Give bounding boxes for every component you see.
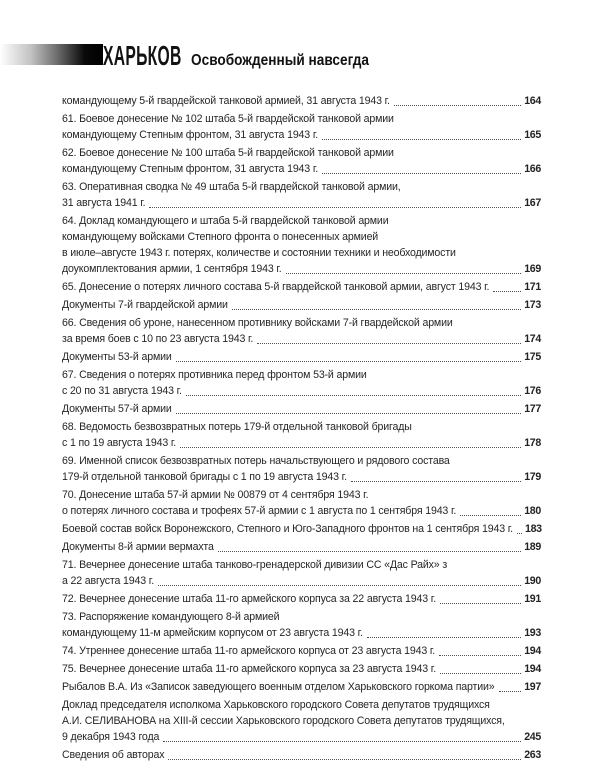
toc-line [62, 538, 541, 554]
toc-leader-dots [158, 585, 521, 586]
toc-entry [62, 348, 541, 364]
toc-page-number: 173 [524, 299, 541, 311]
toc-entry [62, 92, 541, 108]
toc-entry [62, 144, 541, 176]
toc-line [62, 696, 541, 712]
toc-line-text: 72. Вечернее донесение штаба 11-го армейского корпуса за 22 августа 1943 г. [62, 593, 437, 605]
toc-line [62, 590, 541, 606]
toc-line [62, 366, 541, 382]
toc-leader-dots [322, 139, 521, 140]
toc-line-text: командующему 11-м армейским корпусом от 23 августа 1943 г. [62, 627, 363, 639]
toc-line-text: за время боев с 10 по 23 августа 1943 г. [62, 333, 254, 345]
toc-leader-dots [163, 741, 521, 742]
toc-line [62, 572, 541, 588]
toc-leader-dots [351, 481, 521, 482]
toc-page-number: 263 [524, 749, 541, 761]
toc-line [62, 608, 541, 624]
toc-page-number: 166 [524, 163, 541, 175]
toc-line [62, 556, 541, 572]
toc-entry [62, 660, 541, 676]
toc-entry [62, 696, 541, 744]
toc-entry [62, 520, 541, 536]
toc-line [62, 228, 541, 244]
toc-line-text: Сведения об авторах [62, 749, 165, 761]
toc-leader-dots [439, 655, 521, 656]
toc-page-number: 194 [524, 663, 541, 675]
toc-line-text: 62. Боевое донесение № 100 штаба 5-й гвардейской танковой армии [62, 147, 394, 159]
book-subtitle: Освобожденный навсегда [191, 52, 369, 69]
toc-entry [62, 642, 541, 658]
toc-entry [62, 486, 541, 518]
toc-entry [62, 178, 541, 210]
toc-line [62, 244, 541, 260]
toc-entry [62, 608, 541, 640]
toc-leader-dots [493, 291, 521, 292]
toc-entry [62, 418, 541, 450]
toc-line-text: 70. Донесение штаба 57-й армии № 00879 от 4 сентября 1943 г. [62, 489, 369, 501]
toc-entry [62, 590, 541, 606]
toc-leader-dots [286, 273, 522, 274]
toc-leader-dots [176, 413, 522, 414]
toc-line-text: Документы 53-й армии [62, 351, 172, 363]
toc-line [62, 330, 541, 346]
toc-line-text: в июле–августе 1943 г. потерях, количестве и состоянии техники и необходимости [62, 247, 456, 259]
toc-line-text: 9 декабря 1943 года [62, 731, 160, 743]
toc-page-number: 171 [524, 281, 541, 293]
toc-leader-dots [218, 551, 521, 552]
toc-entry [62, 400, 541, 416]
toc-line-text: 75. Вечернее донесение штаба 11-го армейского корпуса за 23 августа 1943 г. [62, 663, 437, 675]
toc-line-text: Доклад председателя исполкома Харьковского городского Совета депутатов трудящихся [62, 699, 490, 711]
toc-page-number: 174 [524, 333, 541, 345]
toc-line [62, 160, 541, 176]
toc-line-text: 66. Сведения об уроне, нанесенном противнику войсками 7-й гвардейской армии [62, 317, 453, 329]
toc-line-text: 179-й отдельной танковой бригады с 1 по 19 августа 1943 г. [62, 471, 347, 483]
toc-page-number: 177 [524, 403, 541, 415]
toc-entry [62, 110, 541, 142]
toc-entry [62, 678, 541, 694]
toc-line-text: о потерях личного состава и трофеях 57-й армии с 1 августа по 1 сентября 1943 г. [62, 505, 457, 517]
toc-line-text: 73. Распоряжение командующего 8-й армией [62, 611, 280, 623]
toc-page-number: 169 [524, 263, 541, 275]
toc-leader-dots [232, 309, 521, 310]
toc-entry [62, 212, 541, 276]
toc-line-text: Документы 8-й армии вермахта [62, 541, 214, 553]
toc-page-number: 164 [524, 95, 541, 107]
toc-line-text: с 20 по 31 августа 1943 г. [62, 385, 182, 397]
toc-page-number: 176 [524, 385, 541, 397]
toc-leader-dots [180, 447, 521, 448]
toc-line [62, 660, 541, 676]
toc-page-number: 183 [524, 523, 542, 535]
toc-entry [62, 366, 541, 398]
toc-line-text: с 1 по 19 августа 1943 г. [62, 437, 177, 449]
toc-page-number: 193 [524, 627, 541, 639]
toc-line-text: 68. Ведомость безвозвратных потерь 179-й отдельной танковой бригады [62, 421, 412, 433]
toc-line-text: 74. Утреннее донесение штаба 11-го армейского корпуса от 23 августа 1943 г. [62, 645, 436, 657]
toc-line [62, 418, 541, 434]
toc-line [62, 178, 541, 194]
toc-page-number: 178 [524, 437, 541, 449]
toc-line [62, 678, 541, 694]
toc-leader-dots [186, 395, 521, 396]
toc-line-text: командующему 5-й гвардейской танковой армией, 31 августа 1943 г. [62, 95, 390, 107]
toc-line [62, 468, 541, 484]
toc-line-text: Боевой состав войск Воронежского, Степного и Юго-Западного фронтов на 1 сентября 1943 г. [62, 523, 513, 535]
toc-page-number: 180 [524, 505, 541, 517]
toc-entry [62, 278, 541, 294]
page-header [0, 42, 393, 70]
toc-line [62, 110, 541, 126]
toc-leader-dots [499, 691, 522, 692]
toc-line-text: командующему войсками Степного фронта о понесенных армией [62, 231, 379, 243]
toc-leader-dots [517, 533, 522, 534]
toc-page-number: 191 [524, 593, 541, 605]
toc-line [62, 382, 541, 398]
toc-line-text: 65. Донесение о потерях личного состава 5-й гвардейской танковой армии, август 1943 г. [62, 281, 490, 293]
toc-line [62, 314, 541, 330]
toc-line [62, 712, 541, 728]
toc-line [62, 746, 541, 762]
toc-page-number: 190 [524, 575, 541, 587]
toc-line-text: 61. Боевое донесение № 102 штаба 5-й гвардейской танковой армии [62, 113, 394, 125]
toc-line-text: 31 августа 1941 г. [62, 197, 146, 209]
toc-entry [62, 314, 541, 346]
book-title: ХАРЬКОВ [103, 40, 182, 71]
toc-line [62, 126, 541, 142]
toc-entry [62, 452, 541, 484]
toc-line [62, 452, 541, 468]
toc-leader-dots [367, 637, 521, 638]
toc-line [62, 194, 541, 210]
toc-line [62, 212, 541, 228]
toc-entry [62, 556, 541, 588]
toc-page-number: 165 [524, 129, 541, 141]
toc-line-text: а 22 августа 1943 г. [62, 575, 155, 587]
toc-line-text: 63. Оперативная сводка № 49 штаба 5-й гвардейской танковой армии, [62, 181, 401, 193]
toc-entry [62, 746, 541, 762]
toc-page-number: 167 [524, 197, 541, 209]
toc-line-text: 71. Вечернее донесение штаба танково-гренадерской дивизии СС «Дас Райх» з [62, 559, 448, 571]
toc-leader-dots [460, 515, 521, 516]
toc-page-number: 189 [524, 541, 541, 553]
toc-line [62, 728, 541, 744]
toc-list [62, 92, 541, 764]
toc-page-number: 245 [524, 731, 541, 743]
toc-line [62, 642, 541, 658]
toc-leader-dots [176, 361, 522, 362]
toc-line [62, 92, 541, 108]
toc-line-text: Рыбалов В.А. Из «Записок заведующего военным отделом Харьковского горкома партии» [62, 681, 495, 693]
toc-line-text: А.И. СЕЛИВАНОВА на XIII-й сессии Харьковского городского Совета депутатов трудящихся, [62, 715, 505, 727]
toc-page-number: 179 [524, 471, 541, 483]
toc-line-text: командующему Степным фронтом, 31 августа 1943 г. [62, 163, 319, 175]
toc-leader-dots [394, 105, 521, 106]
toc-line-text: 64. Доклад командующего и штаба 5-й гвардейской танковой армии [62, 215, 389, 227]
toc-line-text: доукомплектования армии, 1 сентября 1943 г. [62, 263, 282, 275]
toc-line [62, 520, 541, 536]
toc-leader-dots [149, 207, 521, 208]
toc-entry [62, 538, 541, 554]
toc-page-number: 175 [524, 351, 541, 363]
toc-line [62, 434, 541, 450]
gradient-bar [0, 44, 103, 65]
toc-line-text: 69. Именной список безвозвратных потерь начальствующего и рядового состава [62, 455, 450, 467]
toc-line [62, 260, 541, 276]
toc-leader-dots [322, 173, 521, 174]
toc-page-number: 197 [524, 681, 541, 693]
toc-line-text: командующему Степным фронтом, 31 августа 1943 г. [62, 129, 319, 141]
toc-line [62, 502, 541, 518]
toc-line [62, 624, 541, 640]
toc-line-text: Документы 57-й армии [62, 403, 172, 415]
toc-leader-dots [440, 603, 521, 604]
toc-entry [62, 296, 541, 312]
toc-line-text: Документы 7-й гвардейской армии [62, 299, 228, 311]
toc-line [62, 348, 541, 364]
toc-line [62, 486, 541, 502]
toc-line [62, 400, 541, 416]
toc-leader-dots [257, 343, 521, 344]
toc-line [62, 144, 541, 160]
toc-line [62, 278, 541, 294]
toc-line [62, 296, 541, 312]
toc-leader-dots [440, 673, 521, 674]
toc-page-number: 194 [524, 645, 541, 657]
toc-leader-dots [168, 759, 521, 760]
toc-line-text: 67. Сведения о потерях противника перед фронтом 53-й армии [62, 369, 367, 381]
